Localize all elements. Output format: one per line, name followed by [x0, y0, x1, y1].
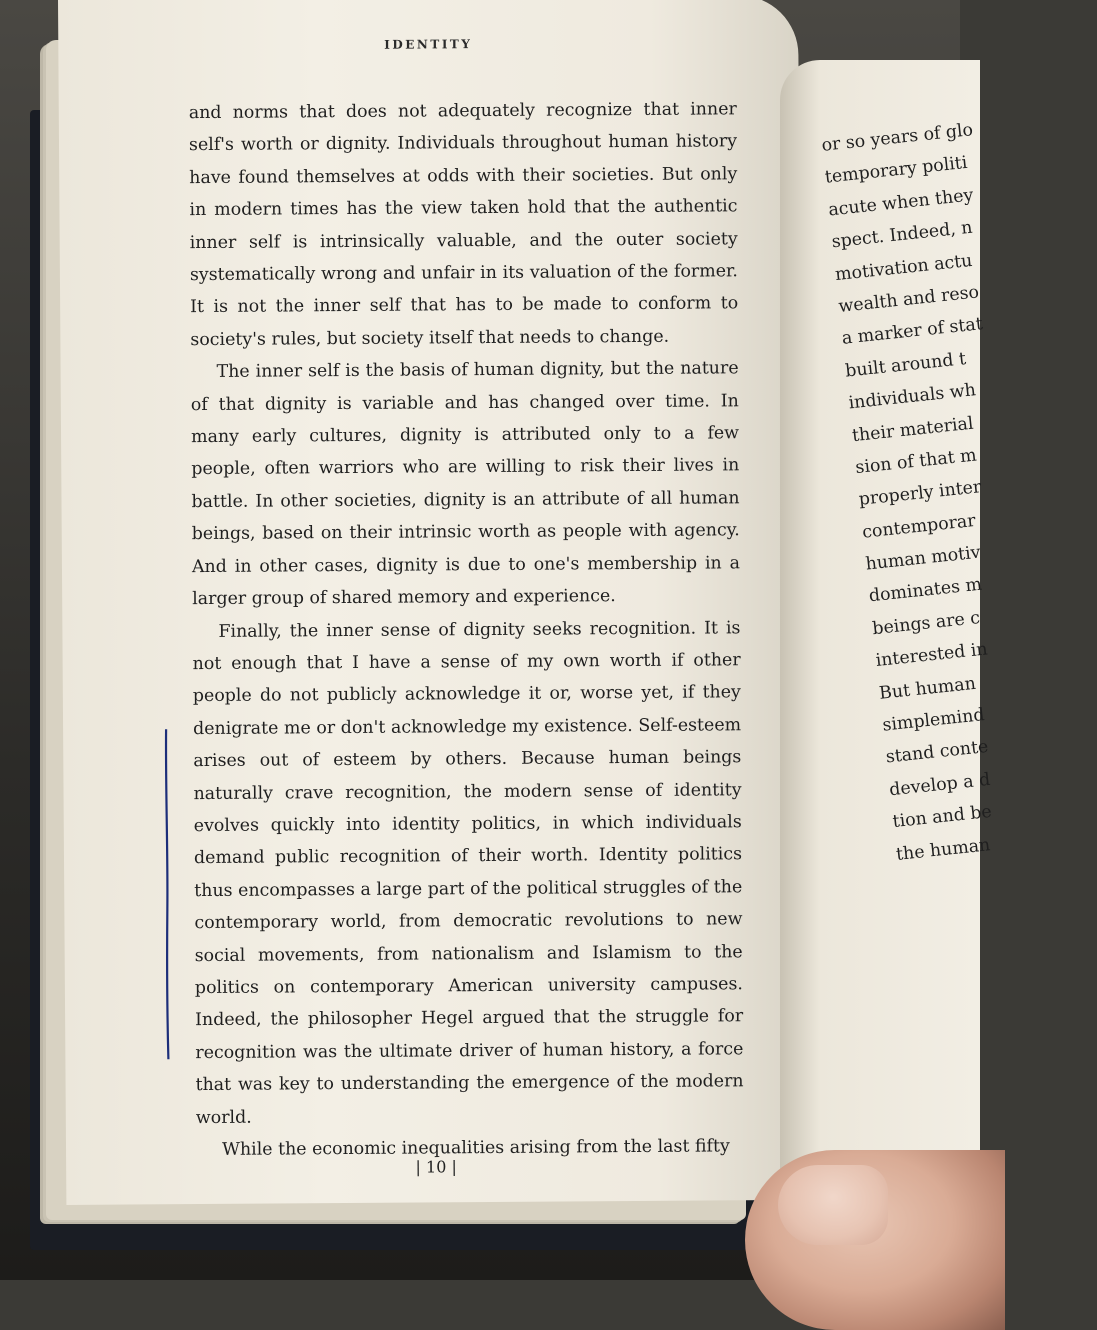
right-line: wealth and reso [837, 282, 980, 317]
right-line: or so years of glo [820, 120, 974, 156]
right-line: their material [851, 413, 975, 446]
paragraph-1: and norms that does not adequately recognize that inner self's worth or dignity. Individuals throughout human history have found themselves at odds with their societies. But only in modern times has the view taken hold that the authentic inner self is intrinsically valuable, and the outer society systematically wrong and unfair in its valuation of the former. It is not the inner self that has to be made to conform to society's rules, but society itself that needs to change. [188, 99, 739, 350]
right-line: interested in [874, 639, 989, 672]
right-line: spect. Indeed, n [830, 217, 974, 253]
right-line: tion and be [891, 802, 993, 833]
right-line: develop a d [888, 769, 992, 801]
right-page [780, 60, 993, 1220]
right-line: dominates m [868, 575, 983, 607]
right-line: But human [878, 673, 977, 704]
right-line: motivation actu [834, 250, 974, 285]
left-page [58, 0, 806, 1205]
right-line: temporary politi [824, 153, 969, 189]
margin-pen-mark [163, 729, 171, 1059]
right-page-text [820, 109, 1097, 871]
right-line: individuals wh [847, 380, 977, 414]
right-line: properly inter [857, 477, 983, 511]
right-line: a marker of stat [840, 314, 984, 350]
body-text [189, 93, 744, 1166]
right-line: sion of that m [854, 445, 978, 478]
right-line: built around t [844, 348, 967, 382]
running-header: IDENTITY [384, 37, 473, 52]
thumbnail [778, 1165, 888, 1245]
paragraph-4: While the economic inequalities arising from the last fifty [221, 1136, 730, 1160]
right-line: acute when they [827, 185, 975, 221]
right-line: human motiv [864, 542, 982, 575]
page-number: | 10 | [415, 1157, 457, 1177]
right-line: simplemind [881, 705, 986, 736]
right-line: beings are c [871, 607, 981, 640]
right-line: the human [895, 834, 992, 865]
right-line: contemporar [861, 510, 977, 543]
paragraph-2: The inner self is the basis of human dignity, but the nature of that dignity is variable and has changed over time. In many early cultures, dignity is attributed only to a few people, often warriors who are willing to risk their lives in battle. In other societies, dignity is an attribute of all human beings, based on their intrinsic worth as people with agency. And in other cases, dignity is due to one's membership in a larger group of shared memory and experience. [190, 358, 741, 610]
right-line: stand conte [884, 737, 990, 768]
paragraph-3: Finally, the inner sense of dignity seeks recognition. It is not enough that I have a sense of my own worth if other people do not publicly acknowledge it or, worse yet, if they denigrate me or don't acknowledge my existence. Self-esteem arises out of esteem by others. Because human beings naturally crave recognition, the modern sense of identity evolves quickly into identity politics, in which individuals demand public recognition of their worth. Identity politics thus encompasses a large part of the political struggles of the contemporary world, from democratic revolutions to new social movements, from nationalism and Islamism to the politics on contemporary American university campuses. Indeed, the philosopher Hegel argued that the struggle for recognition was the ultimate driver of human history, a force that was key to understanding the emergence of the modern world. [192, 617, 744, 1128]
